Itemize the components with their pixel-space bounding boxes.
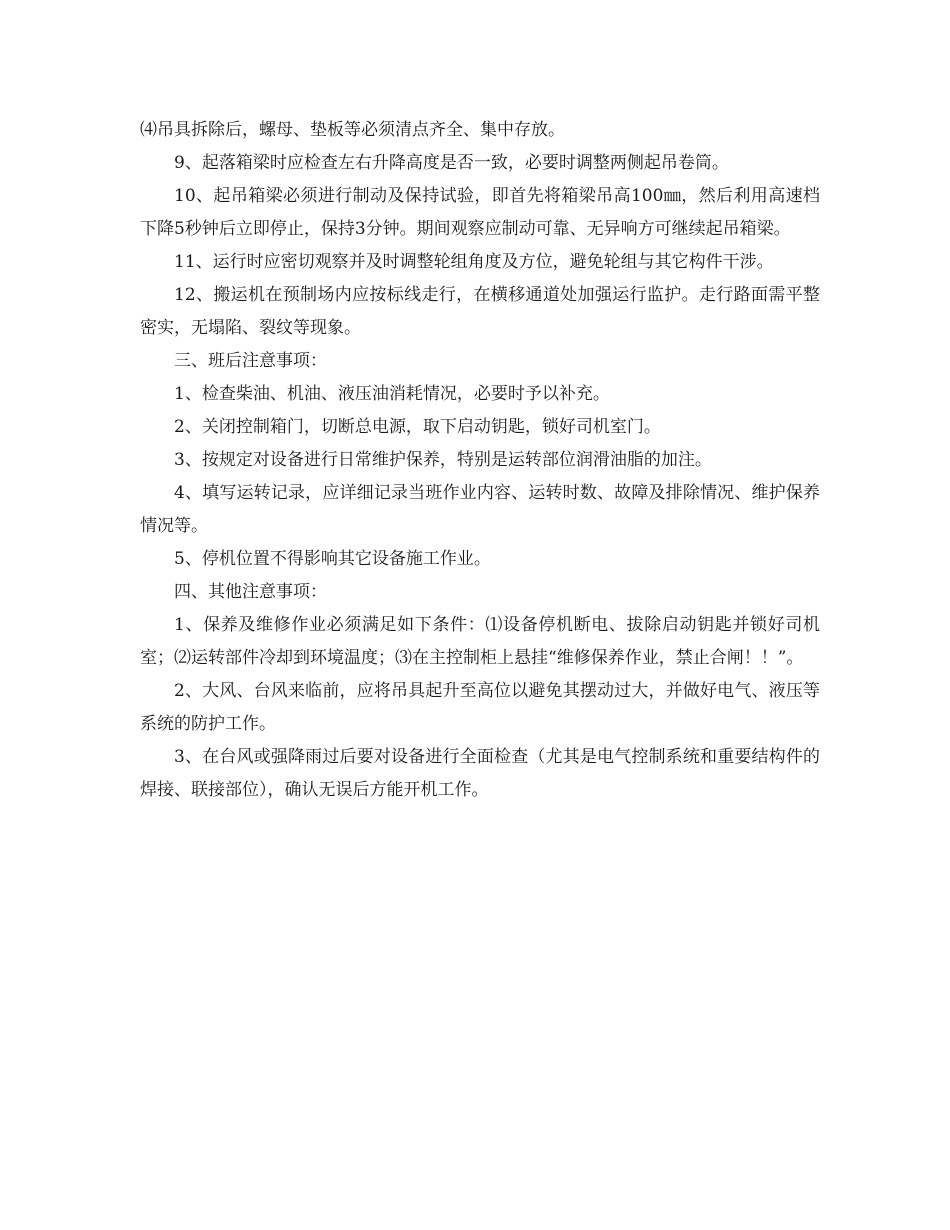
paragraph-14: 2、大风、台风来临前，应将吊具起升至高位以避免其摆动过大，并做好电气、液压等系统的防护工作。 bbox=[140, 681, 820, 734]
paragraph-2: 9、起落箱梁时应检查左右升降高度是否一致，必要时调整两侧起吊卷筒。 bbox=[174, 153, 729, 173]
paragraph-9: 3、按规定对设备进行日常维护保养，特别是运转部位润滑油脂的加注。 bbox=[174, 450, 712, 470]
section-heading-after-shift: 三、班后注意事项： bbox=[174, 351, 327, 371]
paragraph-8: 2、关闭控制箱门，切断总电源，取下启动钥匙，锁好司机室门。 bbox=[174, 417, 661, 437]
paragraph-7: 1、检查柴油、机油、液压油消耗情况，必要时予以补充。 bbox=[174, 384, 610, 404]
paragraph-11: 5、停机位置不得影响其它设备施工作业。 bbox=[174, 549, 491, 569]
paragraph-10: 4、填写运转记录，应详细记录当班作业内容、运转时数、故障及排除情况、维护保养情况等。 bbox=[140, 483, 820, 536]
paragraph-13: 1、保养及维修作业必须满足如下条件：⑴设备停机断电、拔除启动钥匙并锁好司机室；⑵运转部件冷却到环境温度；⑶在主控制柜上悬挂“维修保养作业，禁止合闸！！”。 bbox=[140, 615, 820, 668]
paragraph-5: 12、搬运机在预制场内应按标线走行，在横移通道处加强运行监护。走行路面需平整密实，无塌陷、裂纹等现象。 bbox=[140, 285, 820, 338]
section-heading-other: 四、其他注意事项： bbox=[174, 582, 327, 602]
paragraph-3: 10、起吊箱梁必须进行制动及保持试验，即首先将箱梁吊高100㎜，然后利用高速档下降5秒钟后立即停止，保持3分钟。期间观察应制动可靠、无异响方可继续起吊箱梁。 bbox=[140, 186, 820, 239]
document-body bbox=[140, 114, 820, 807]
paragraph-4: 11、运行时应密切观察并及时调整轮组角度及方位，避免轮组与其它构件干涉。 bbox=[174, 252, 774, 272]
paragraph-15: 3、在台风或强降雨过后要对设备进行全面检查（尤其是电气控制系统和重要结构件的焊接、联接部位），确认无误后方能开机工作。 bbox=[140, 747, 820, 800]
paragraph-1: ⑷吊具拆除后，螺母、垫板等必须清点齐全、集中存放。 bbox=[140, 120, 565, 140]
